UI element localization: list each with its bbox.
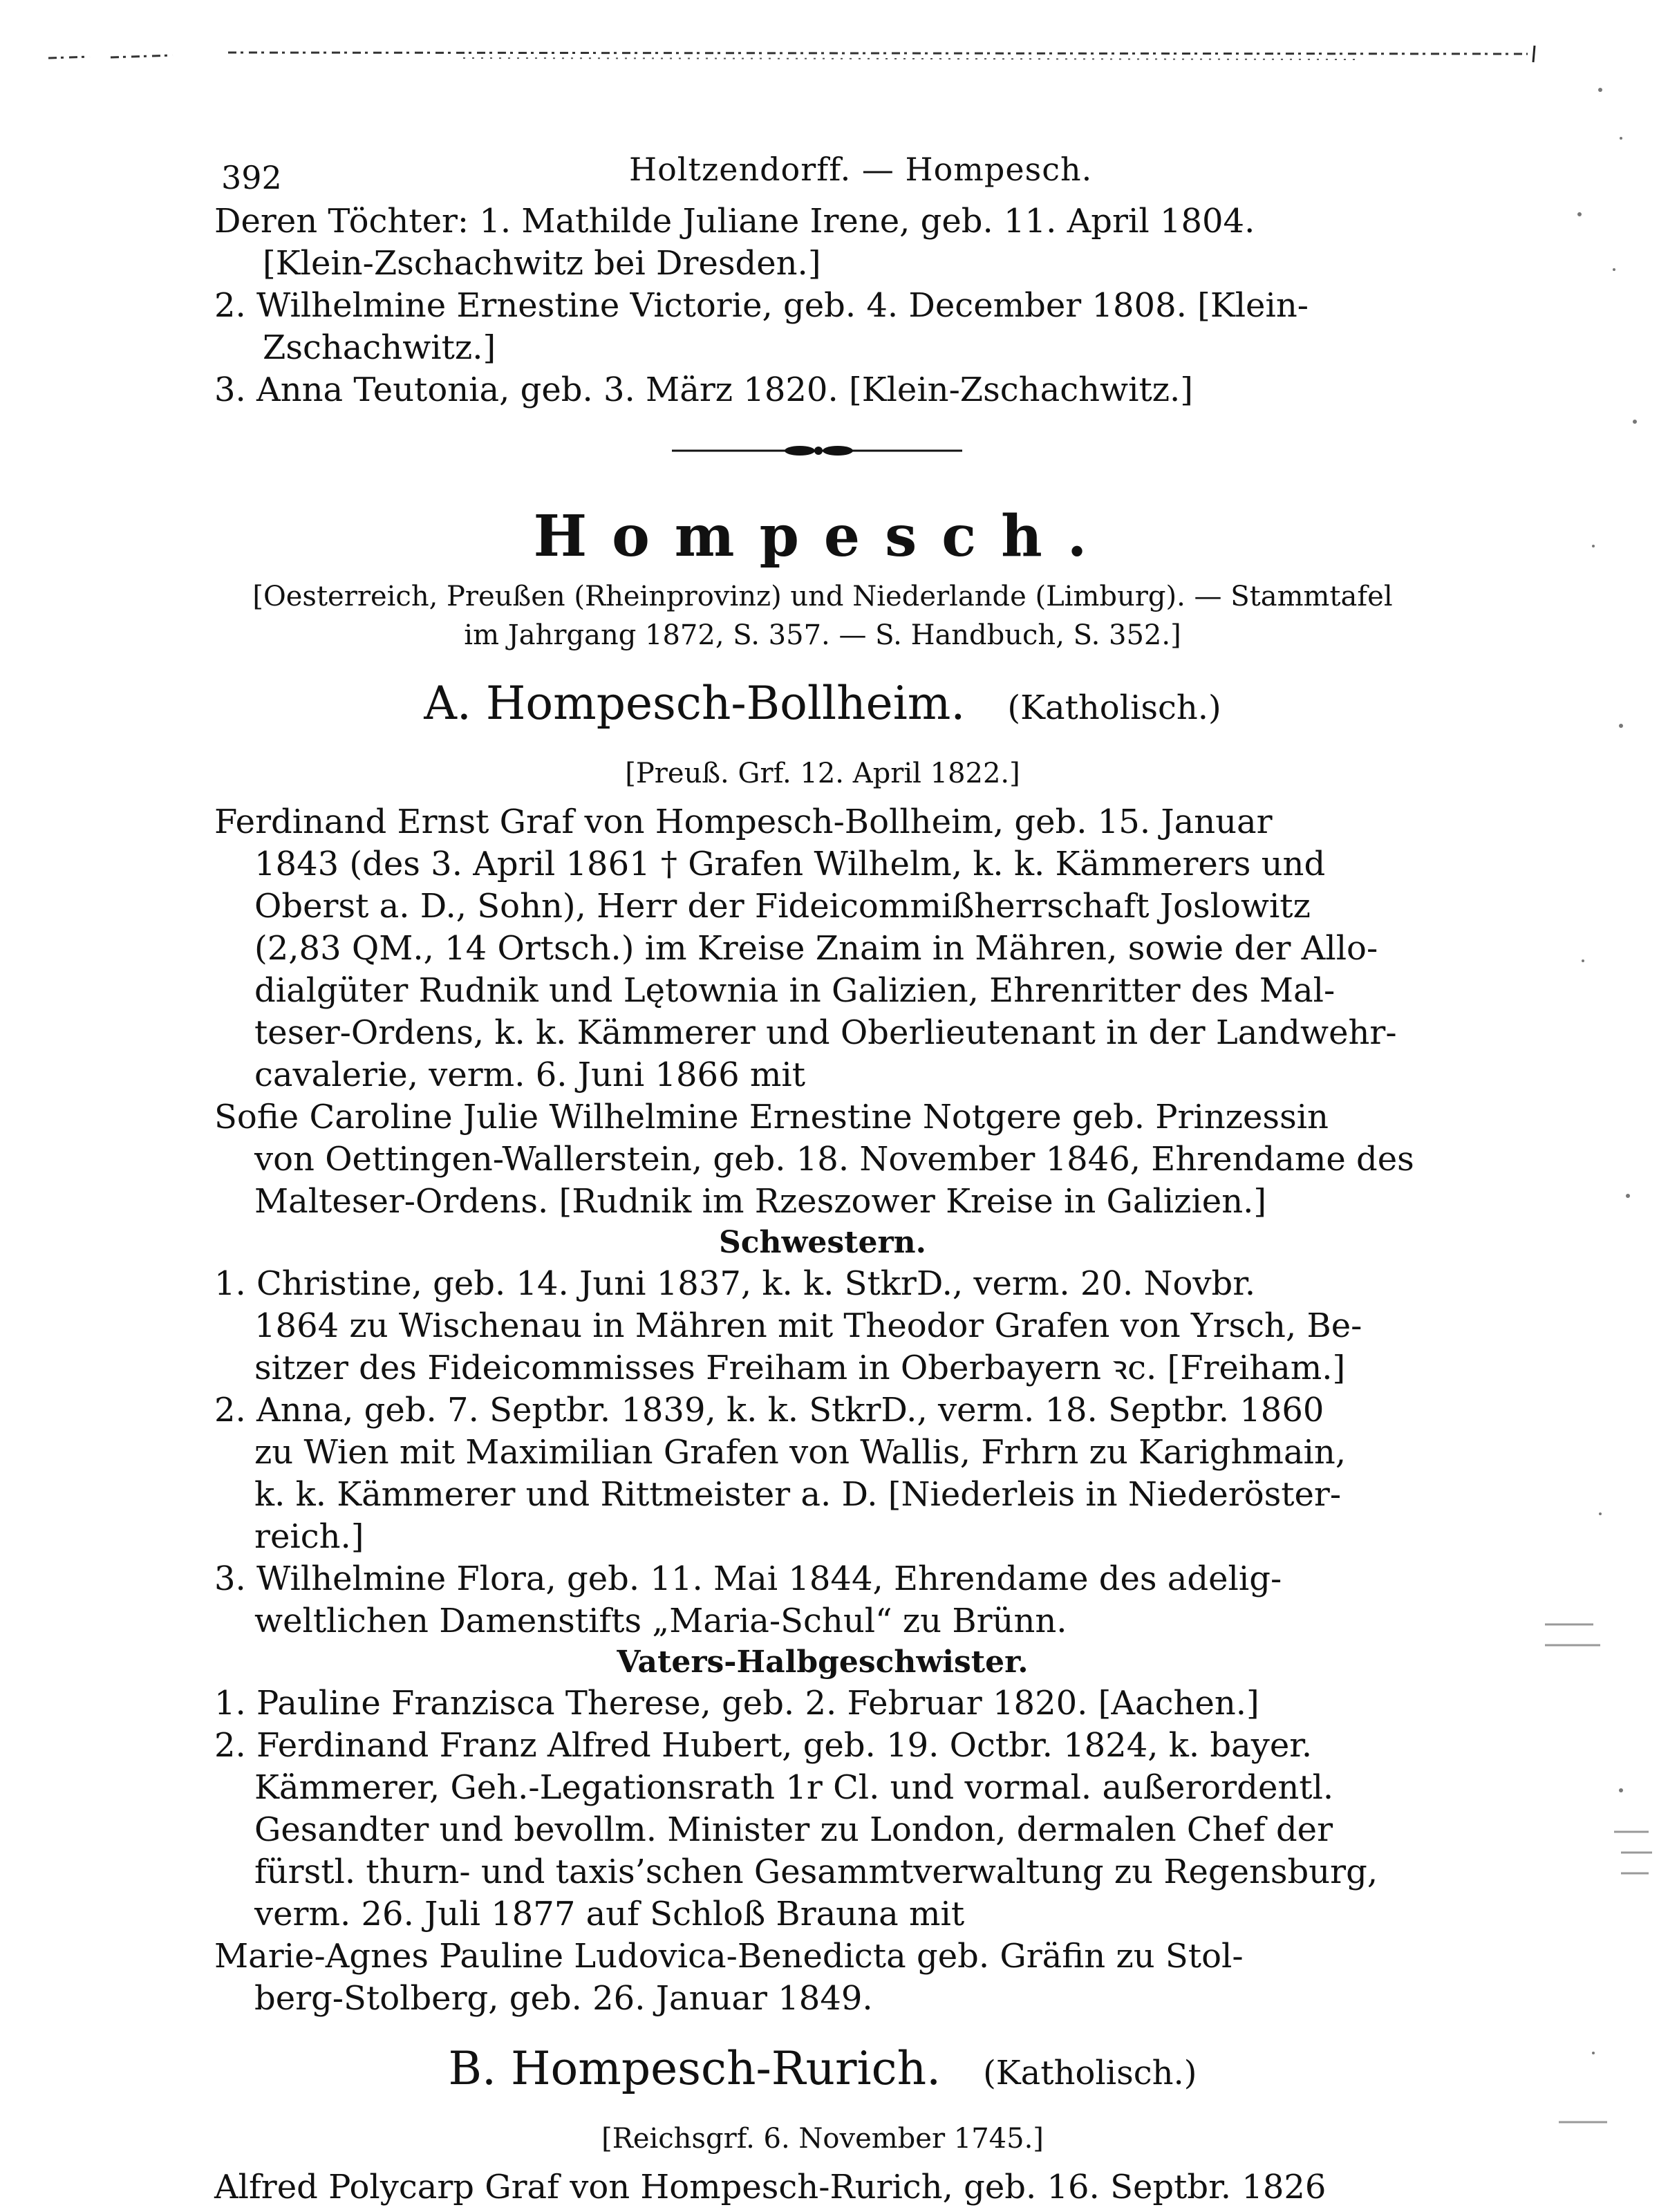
text-line: Ferdinand Ernst Graf von Hompesch-Bollheim, geb. 15. Januar [214, 803, 1273, 841]
note-line: [Oesterreich, Preußen (Rheinprovinz) und Niederlande (Limburg). — Stammtafel [252, 581, 1393, 612]
book-page [214, 138, 1431, 2209]
subheading-schwestern: Schwestern. [718, 1225, 926, 1260]
section-name: Hompesch-Bollheim. [485, 677, 966, 730]
page-header [214, 138, 1431, 200]
section-name: Hompesch-Rurich. [510, 2042, 941, 2095]
text-line: sitzer des Fideicommisses Freiham in Oberbayern ꝛc. [Freiham.] [254, 1349, 1346, 1387]
text-line: fürstl. thurn- und taxis’schen Gesammtverwaltung zu Regensburg, [254, 1853, 1378, 1891]
text-line: 1. Pauline Franzisca Therese, geb. 2. Februar 1820. [Aachen.] [214, 1684, 1259, 1723]
registry-note: [Reichsgrf. 6. November 1745.] [601, 2123, 1044, 2155]
text-line: 1843 (des 3. April 1861 † Grafen Wilhelm, k. k. Kämmerers und [254, 845, 1326, 883]
text-line: 1864 zu Wischenau in Mähren mit Theodor Grafen von Yrsch, Be- [254, 1306, 1362, 1345]
schwestern-list [214, 1263, 1431, 1642]
text-line: Gesandter und bevollm. Minister zu London, dermalen Chef der [254, 1810, 1333, 1849]
note-line: im Jahrgang 1872, S. 357. — S. Handbuch, S. 352.] [464, 619, 1181, 651]
section-confession: (Katholisch.) [983, 2054, 1197, 2092]
page-number: 392 [221, 159, 282, 196]
text-line: Zschachwitz.] [263, 328, 496, 367]
text-line: von Oettingen-Wallerstein, geb. 18. November 1846, Ehrendame des [254, 1140, 1414, 1179]
family-title: Hompesch. [533, 503, 1112, 570]
text-line: Oberst a. D., Sohn), Herr der Fideicommißherrschaft Joslowitz [254, 887, 1311, 926]
section-heading-b [214, 2031, 1431, 2111]
subheading-halbgeschwister: Vaters-Halbgeschwister. [617, 1644, 1029, 1680]
previous-entry [214, 200, 1431, 411]
text-line: 2. Anna, geb. 7. Septbr. 1839, k. k. StkrD., verm. 18. Septbr. 1860 [214, 1391, 1324, 1430]
text-line: Marie-Agnes Pauline Ludovica-Benedicta geb. Gräfin zu Stol- [214, 1937, 1244, 1976]
text-line: Kämmerer, Geh.-Legationsrath 1r Cl. und vormal. außerordentl. [254, 1768, 1334, 1807]
section-letter: B. [448, 2042, 496, 2095]
registry-note: [Preuß. Grf. 12. April 1822.] [625, 758, 1020, 789]
text-line: teser-Ordens, k. k. Kämmerer und Oberlieutenant in der Landwehr- [254, 1013, 1397, 1052]
section-a-entry [214, 801, 1431, 1223]
scan-edge-noise [48, 43, 1555, 64]
text-line: weltlichen Damenstifts „Maria-Schul“ zu Brünn. [254, 1602, 1067, 1640]
text-line: 1. Christine, geb. 14. Juni 1837, k. k. StkrD., verm. 20. Novbr. [214, 1264, 1256, 1303]
text-line: Sofie Caroline Julie Wilhelmine Ernestine Notgere geb. Prinzessin [214, 1098, 1329, 1136]
text-line: 3. Wilhelmine Flora, geb. 11. Mai 1844, Ehrendame des adelig- [214, 1559, 1282, 1598]
text-line: [Klein-Zschachwitz bei Dresden.] [263, 244, 821, 283]
halbgeschwister-list [214, 1683, 1431, 2020]
text-line: k. k. Kämmerer und Rittmeister a. D. [Niederleis in Niederöster- [254, 1475, 1342, 1514]
text-line: reich.] [254, 1517, 364, 1556]
text-line: Malteser-Ordens. [Rudnik im Rzeszower Kreise in Galizien.] [254, 1182, 1267, 1221]
text-line: berg-Stolberg, geb. 26. Januar 1849. [254, 1979, 873, 2018]
text-line: Deren Töchter: 1. Mathilde Juliane Irene, geb. 11. April 1804. [214, 202, 1255, 241]
text-line: dialgüter Rudnik und Lętownia in Galizien, Ehrenritter des Mal- [254, 971, 1335, 1010]
running-head: Holtzendorff. — Hompesch. [629, 151, 1093, 188]
ornamental-divider [672, 442, 962, 459]
scan-margin-noise [1517, 62, 1656, 2205]
section-confession: (Katholisch.) [1007, 688, 1221, 727]
text-line: cavalerie, verm. 6. Juni 1866 mit [254, 1056, 806, 1094]
text-line: 3. Anna Teutonia, geb. 3. März 1820. [Klein-Zschachwitz.] [214, 371, 1193, 409]
text-line: 2. Ferdinand Franz Alfred Hubert, geb. 19. Octbr. 1824, k. bayer. [214, 1726, 1313, 1765]
section-heading-a [214, 666, 1431, 746]
text-line: 2. Wilhelmine Ernestine Victorie, geb. 4. December 1808. [Klein- [214, 286, 1309, 325]
text-line: verm. 26. Juli 1877 auf Schloß Brauna mit [254, 1895, 965, 1933]
text-line: zu Wien mit Maximilian Grafen von Wallis, Frhrn zu Karighmain, [254, 1433, 1347, 1472]
section-letter: A. [424, 677, 471, 730]
text-line: (2,83 QM., 14 Ortsch.) im Kreise Znaim in Mähren, sowie der Allo- [254, 929, 1378, 968]
text-line: Alfred Polycarp Graf von Hompesch-Rurich, geb. 16. Septbr. 1826 [214, 2168, 1327, 2206]
